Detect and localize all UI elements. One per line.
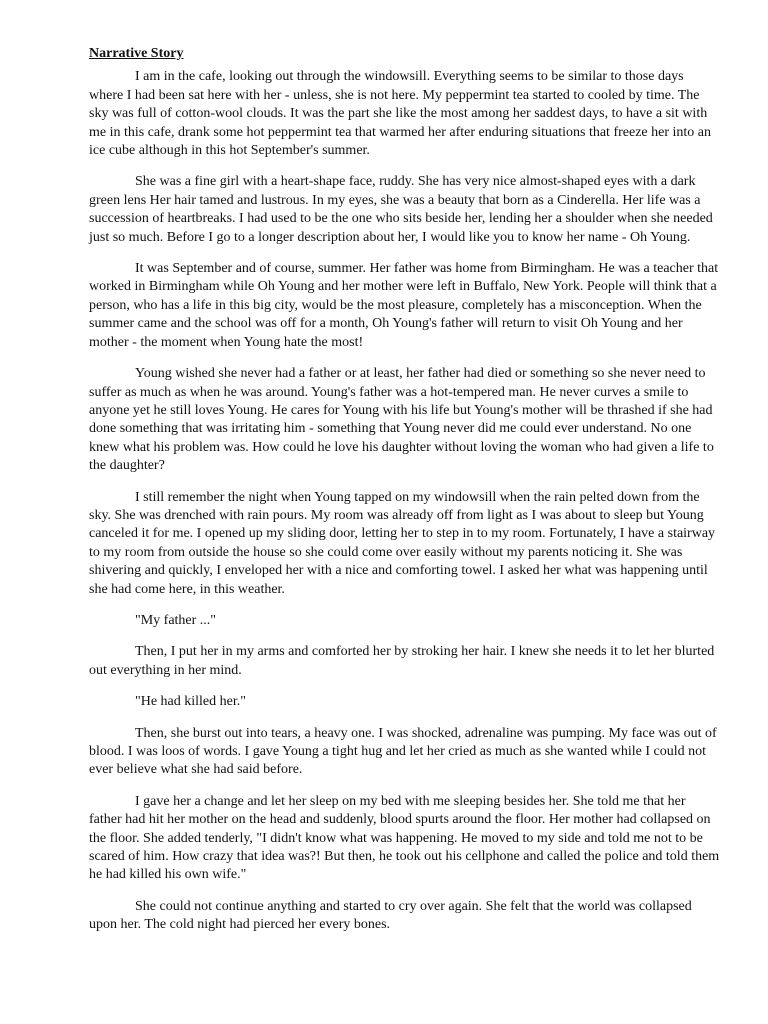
- document-title: Narrative Story: [89, 46, 184, 61]
- paragraph: I gave her a change and let her sleep on my bed with me sleeping besides her. She told me that her father had hit her mother on the head and suddenly, blood spurts around the floor. Her mother had collapsed on the floor. She added tenderly, "I didn't know what was happening. He moved to my side and told me not to be scared of him. How crazy that idea was?! But then, he took out his cellphone and called the police and told them he had killed his own wife.": [89, 793, 720, 883]
- dialogue-line: "He had killed her.": [135, 694, 246, 710]
- paragraph: It was September and of course, summer. Her father was home from Birmingham. He was a teacher that worked in Birmingham while Oh Young and her mother were left in Buffalo, New York. People will think that a person, who has a life in this big city, would be the most pleasure, completely has a misconception. When the summer came and the school was off for a month, Oh Young's father will return to visit Oh Young and her mother - the moment when Young hate the most!: [89, 261, 719, 350]
- paragraph: I am in the cafe, looking out through the windowsill. Everything seems to be similar to those days where I had been sat here with her - unless, she is not here. My peppermint tea started to cooled by time. The sky was full of cotton-wool clouds. It was the part she like the most among her saddest days, to have a sit with me in this cafe, drank some hot peppermint tea that warmed her after enduring situations that freeze her into an ice cube although in this hot September's summer.: [89, 69, 711, 159]
- paragraph: Then, she burst out into tears, a heavy one. I was shocked, adrenaline was pumping. My face was out of blood. I was loos of words. I gave Young a tight hug and let her cried as much as she wanted while I could not ever believe what she had said before.: [89, 725, 717, 778]
- paragraph: I still remember the night when Young tapped on my windowsill when the rain pelted down from the sky. She was drenched with rain pours. My room was already off from light as I was about to sleep but Young canceled it for me. I opened up my sliding door, letting her to step in to my room. Fortunately, I have a stairway to my room from outside the house so she could come over easily without my parents noticing it. She was shivering and quickly, I enveloped her with a nice and comforting towel. I asked her what was happening until she had come here, in this weather.: [89, 489, 716, 597]
- paragraph: Then, I put her in my arms and comforted her by stroking her hair. I knew she needs it to let her blurted out everything in her mind.: [89, 644, 715, 678]
- paragraph: She could not continue anything and started to cry over again. She felt that the world was collapsed upon her. The cold night had pierced her every bones.: [89, 898, 692, 933]
- dialogue-line: "My father ...": [135, 612, 217, 628]
- paragraph: She was a fine girl with a heart-shape face, ruddy. She has very nice almost-shaped eyes with a dark green lens Her hair tamed and lustrous. In my eyes, she was a beauty that born as a Cinderella. Her life was a succession of heartbreaks. I had used to be the one who sits beside her, lending her a shoulder when she needed just so much. Before I go to a longer description about her, I would like you to know her name - Oh Young.: [89, 174, 713, 245]
- paragraph: Young wished she never had a father or at least, her father had died or something so she never need to suffer as much as when he was around. Young's father was a hot-tempered man. He never curves a smile to anyone yet he still loves Young. He cares for Young with his life but Young's mother will be thrashed if she had done something that was irritating him - something that Young never did me could ever understand. No one knew what his problem was. How could he love his daughter without loving the woman who had given a life to the daughter?: [89, 366, 714, 474]
